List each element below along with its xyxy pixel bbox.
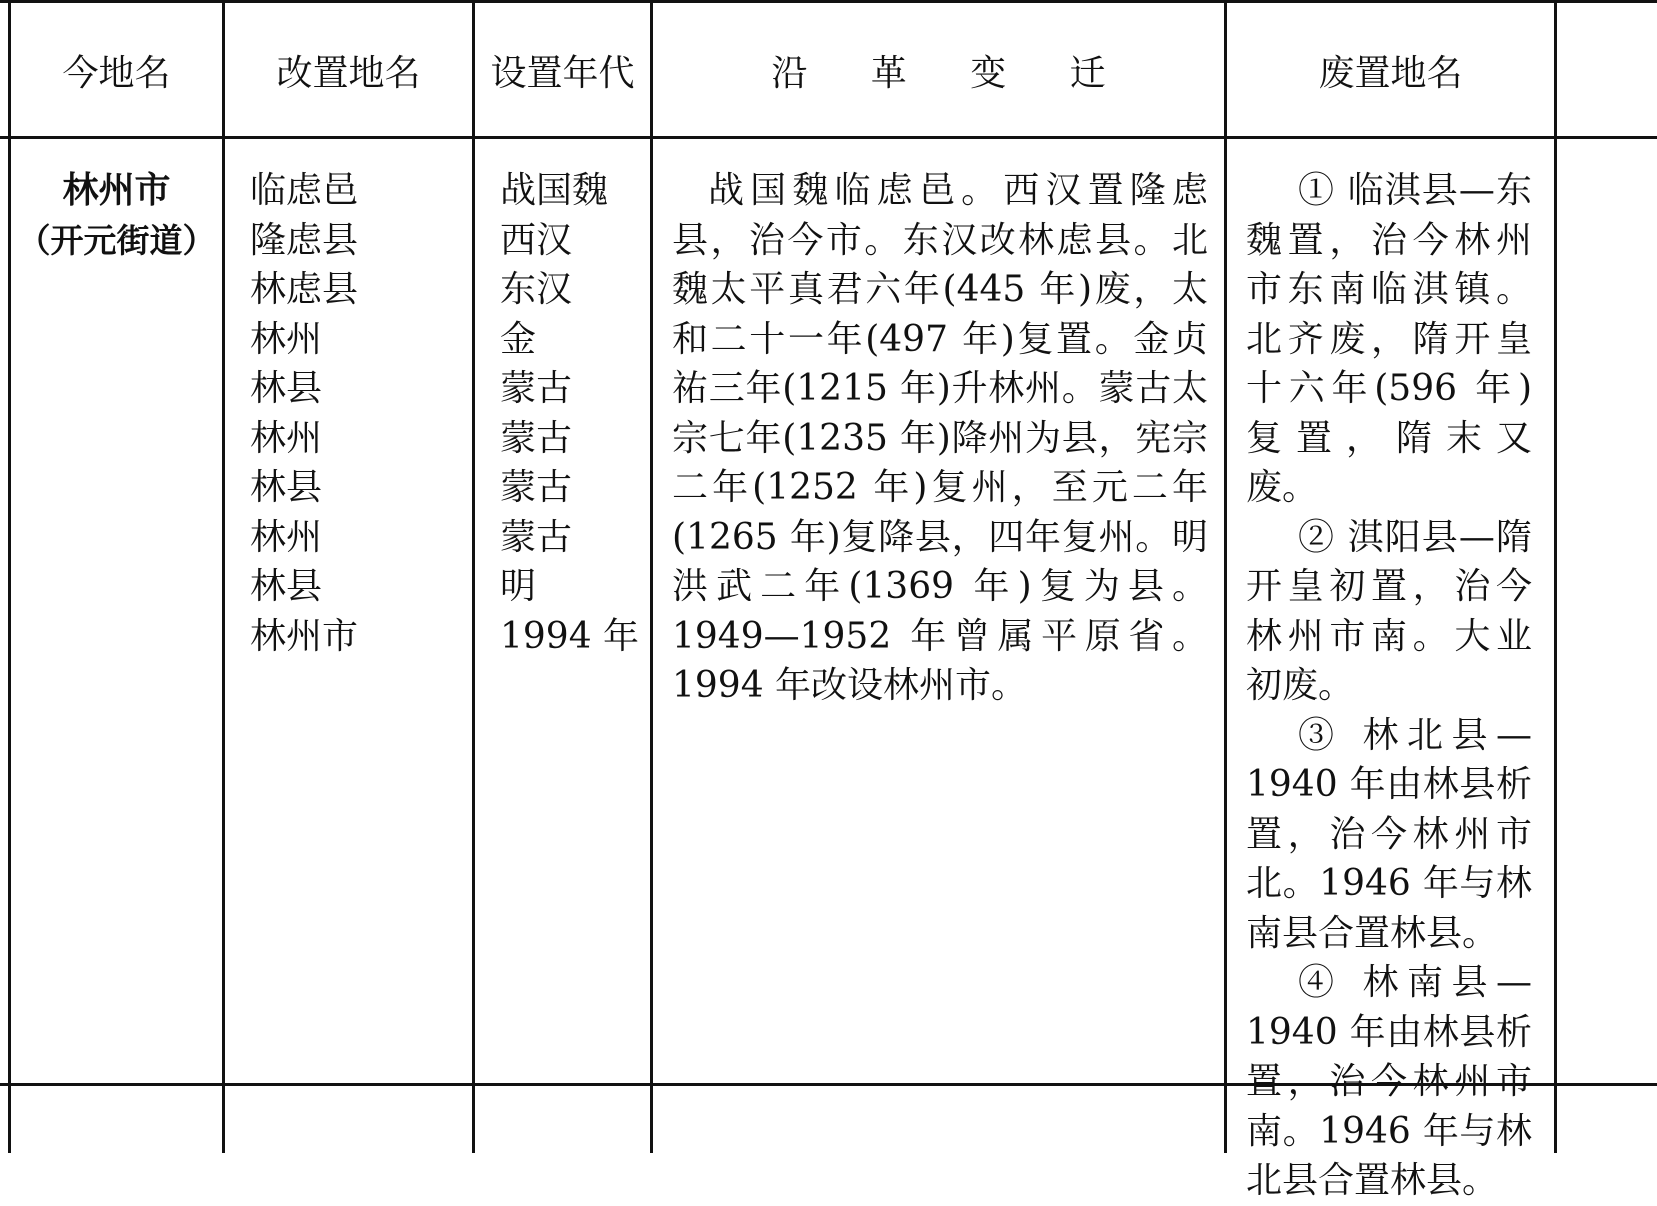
era: 蒙古 <box>500 417 573 459</box>
header-former-name: 改置地名 <box>276 52 421 94</box>
former-name: 隆虑县 <box>250 219 359 261</box>
history-text: 战国魏临虑邑。西汉置隆虑县，治今市。东汉改林虑县。北魏太平真君六年(445 年)废，太和二十一年(497 年)复置。金贞祐三年(1215 年)升林州。蒙古太宗七年(1235 年)降州为县，宪宗二年(1252 年)复州，至元二年(1265 年)复降县，四年复州。明洪武二年(1369 年)复为县。1949—1952 年曾属平原省。1994 年改设林州市。 <box>672 170 1208 706</box>
era: 1994 年 <box>500 615 640 657</box>
abolished-cell <box>1246 166 1532 1206</box>
abolished-entry: ② 淇阳县—隋开皇初置，治今林州市南。大业初废。 <box>1246 516 1532 706</box>
era: 西汉 <box>500 219 573 261</box>
former-name: 临虑邑 <box>250 170 359 211</box>
former-name: 林州 <box>250 516 323 558</box>
current-name-cell <box>11 166 222 265</box>
former-name: 林州市 <box>250 615 359 657</box>
eras-cell <box>500 166 645 661</box>
former-name: 林州 <box>250 417 323 459</box>
abolished-entry: ① 临淇县—东魏置，治今林州市东南临淇镇。北齐废，隋开皇十六年(596 年)复置，隋末又废。 <box>1246 170 1532 508</box>
former-names-cell <box>250 166 460 661</box>
current-name-subdistrict: （开元街道） <box>17 220 216 260</box>
abolished-entry: ④ 林南县—1940 年由林县析置，治今林州市南。1946 年与林北县合置林县。 <box>1246 962 1532 1201</box>
table-border-right <box>1554 3 1557 1153</box>
era: 蒙古 <box>500 368 573 409</box>
column-divider <box>1224 3 1227 1153</box>
current-name: 林州市 <box>62 169 171 211</box>
column-divider <box>650 3 653 1153</box>
era: 战国魏 <box>500 170 609 211</box>
header-history: 沿 革 变 迁 <box>771 52 1132 94</box>
column-divider <box>222 3 225 1153</box>
header-divider <box>0 136 1657 139</box>
former-name: 林县 <box>250 566 323 607</box>
era: 蒙古 <box>500 467 573 508</box>
abolished-entry: ③ 林北县—1940 年由林县析置，治今林州市北。1946 年与林南县合置林县。 <box>1246 714 1532 954</box>
era: 金 <box>500 318 537 360</box>
header-current-name: 今地名 <box>62 52 171 94</box>
header-abolished: 废置地名 <box>1318 52 1463 94</box>
former-name: 林虑县 <box>250 269 359 310</box>
column-divider <box>472 3 475 1153</box>
era: 明 <box>500 566 537 607</box>
era: 蒙古 <box>500 516 573 558</box>
header-era: 设置年代 <box>490 52 635 94</box>
former-name: 林州 <box>250 318 323 360</box>
former-name: 林县 <box>250 368 323 409</box>
era: 东汉 <box>500 269 573 310</box>
former-name: 林县 <box>250 467 323 508</box>
